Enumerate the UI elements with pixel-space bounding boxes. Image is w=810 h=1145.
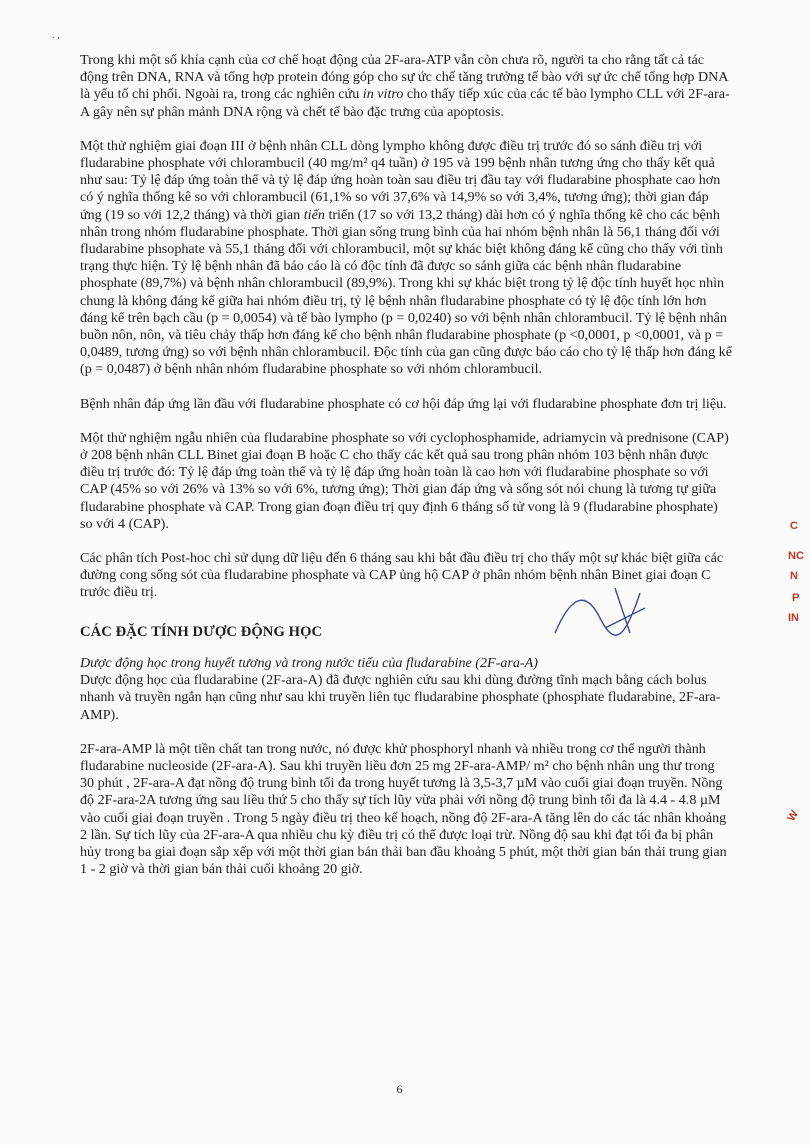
paragraph-retreatment: Bệnh nhân đáp ứng lần đầu với fludarabine phosphate có cơ hội đáp ứng lại với fludarabine phosphate đơn trị liệu. xyxy=(80,395,727,412)
page-number: 6 xyxy=(396,1082,403,1096)
paragraph-text: cho thấy tiếp xúc của các tế bào lympho CLL với 2F-ara-A gây nên sự phân mảnh DNA rộng và chết tế bào đặc trưng của apoptosis. xyxy=(80,86,730,120)
italic-term: in vitro xyxy=(362,86,404,103)
paragraph-cap-trial: Một thử nghiệm ngẫu nhiên của fludarabine phosphate so với cyclophosphamide, adriamycin và prednisone (CAP) ở 208 bệnh nhân CLL Binet giai đoạn B hoặc C cho thấy các kết quả sau trong phân nhóm 103 bệnh nhân được điều trị trước đó: Tỷ lệ đáp ứng toàn thể và tỷ lệ đáp ứng hoàn toàn là cao hơn với fludarabine phosphate so với CAP (45% so với 26% và 13% so với 6%, tương ứng); Thời gian đáp ứng và sống sót nói chung là tương tự giữa fludarabine phosphate và CAP. Trong gian đoạn điều trị quy định 6 tháng số tử vong là 9 (fludarabine phosphate) so với 4 (CAP). xyxy=(80,429,729,532)
scan-corner-marks: . , xyxy=(52,30,60,41)
paragraph-phase3-trial xyxy=(80,138,732,379)
section-heading: CÁC ĐẶC TÍNH DƯỢC ĐỘNG HỌC xyxy=(80,623,323,640)
stamp-letter: N xyxy=(790,570,798,582)
stamp-mark xyxy=(770,520,810,840)
section-subheading: Dược động học trong huyết tương và trong nước tiểu của fludarabine (2F-ara-A) xyxy=(80,654,538,671)
italic-term: tiến xyxy=(303,206,325,223)
document-body xyxy=(80,52,732,895)
paragraph-pk-intro: Dược động học của fludarabine (2F-ara-A) đã được nghiên cứu sau khi dùng đường tĩnh mạch bằng cách bolus nhanh và truyền ngắn hạn cũng như sau khi truyền liên tục fludarabine phosphate (phosphate fludarabine, 2F-ara-AMP). xyxy=(80,672,721,723)
paragraph-pk-details: 2F-ara-AMP là một tiền chất tan trong nước, nó được khử phosphoryl nhanh và nhiều trong cơ thể người thành fludarabine nucleoside (2F-ara-A). Sau khi truyền liều đơn 25 mg 2F-ara-AMP/ m² cho bệnh nhân ung thư trong 30 phút , 2F-ara-A đạt nồng độ trung bình tối đa trong huyết tương là 3,5-3,7 µM vào cuối giai đoạn truyền. Nồng độ 2F-ara-2A tương ứng sau liều thứ 5 cho thấy sự tích lũy vừa phải với nồng độ trung bình tối đa là 4.4 - 4.8 µM vào cuối giai đoạn truyền . Trong 5 ngày điều trị theo kế hoạch, nồng độ 2F-ara-A tăng lên do các tác nhân khoảng 2 lần. Sự tích lũy của 2F-ara-A qua nhiều chu kỳ điều trị có thể được loại trừ. Nồng độ sau khi đạt tối đa bị phân hủy trong ba giai đoạn sắp xếp với một thời gian bán thải ban đầu khoảng 5 phút, một thời gian bán thải trung gian 1 - 2 giờ và thời gian bán thải cuối khoảng 20 giờ. xyxy=(80,740,727,878)
stamp-letter: IN xyxy=(788,612,799,624)
paragraph-mechanism xyxy=(80,52,732,121)
stamp-letter: C xyxy=(790,520,798,532)
stamp-letter: NC xyxy=(788,550,804,562)
stamp-letter: P xyxy=(792,592,800,604)
signature-mark xyxy=(545,578,665,648)
stamp-letter: W xyxy=(785,808,801,824)
paragraph-text: Trong khi một số khía cạnh của cơ chế hoạt động của 2F-ara-ATP vẫn còn chưa rõ, người ta cho rằng tất cả tác động trên DNA, RNA và tổng hợp protein đóng góp cho sự ức chế tăng trưởng tế bào với sự ức chế tổng hợp DNA là yếu tố chi phối. Ngoài ra, trong các nghiên cứu xyxy=(80,52,728,103)
paragraph-text: triển (17 so với 13,2 tháng) dài hơn có ý nghĩa thống kê cho các bệnh nhân trong nhóm fludarabine phosphate. Thời gian sống trung bình của hai nhóm bệnh nhân là 56,1 tháng đối với fludarabine phsophate và 55,1 tháng đối với chlorambucil, một sự khác biệt không đáng kể cũng cho thấy với tình trạng thực hiện. Tỷ lệ bệnh nhân đã báo cáo là có độc tính đã được so sánh giữa các bệnh nhân fludarabine phosphate (89,7%) và bệnh nhân chlorambucil (89,9%). Trong khi sự khác biệt trong tỷ lệ độc tính huyết học nhìn chung là không đáng kể giữa hai nhóm điều trị, tỷ lệ bệnh nhân fludarabine phosphate có tỷ lệ độc tính lớn hơn đáng kể trên bạch cầu (p = 0,0054) và tế bào lympho (p = 0,0240) so với bệnh nhân chlorambucil. Tỷ lệ bệnh nhân buồn nôn, nôn, và tiêu chảy thấp hơn đáng kể cho bệnh nhân fludarabine phosphate (p <0,0001, p <0,0001, và p = 0,0489, tương ứng) so với bệnh nhân chlorambucil. Độc tính của gan cũng được báo cáo cho tỷ lệ thấp hơn đáng kể (p = 0,0487) ở bệnh nhân nhóm fludarabine phosphate so với nhóm chlorambucil. xyxy=(80,206,732,378)
paragraph-post-hoc: Các phân tích Post-hoc chỉ sử dụng dữ liệu đến 6 tháng sau khi bắt đầu điều trị cho thấy một sự khác biệt giữa các đường cong sống sót của fludarabine phosphate và CAP ủng hộ CAP ở phân nhóm bệnh nhân Binet giai đoạn C trước điều trị. xyxy=(80,550,724,601)
paragraph-text: Một thử nghiệm giai đoạn III ở bệnh nhân CLL dòng lympho không được điều trị trước đó so sánh điều trị với fludarabine phosphate với chlorambucil (40 mg/m² q4 tuần) ở 195 và 199 bệnh nhân tương ứng cho thấy kết quả như sau: Tỷ lệ đáp ứng toàn thể và tỷ lệ đáp ứng hoàn toàn sau điều trị đầu tay với fludarabine phosphate cao hơn có ý nghĩa thống kê so với chlorambucil (61,1% so với 37,6% và 14,9% so với 3,4%, tương ứng); thời gian đáp ứng (19 so với 12,2 tháng) và thời gian xyxy=(80,137,721,223)
